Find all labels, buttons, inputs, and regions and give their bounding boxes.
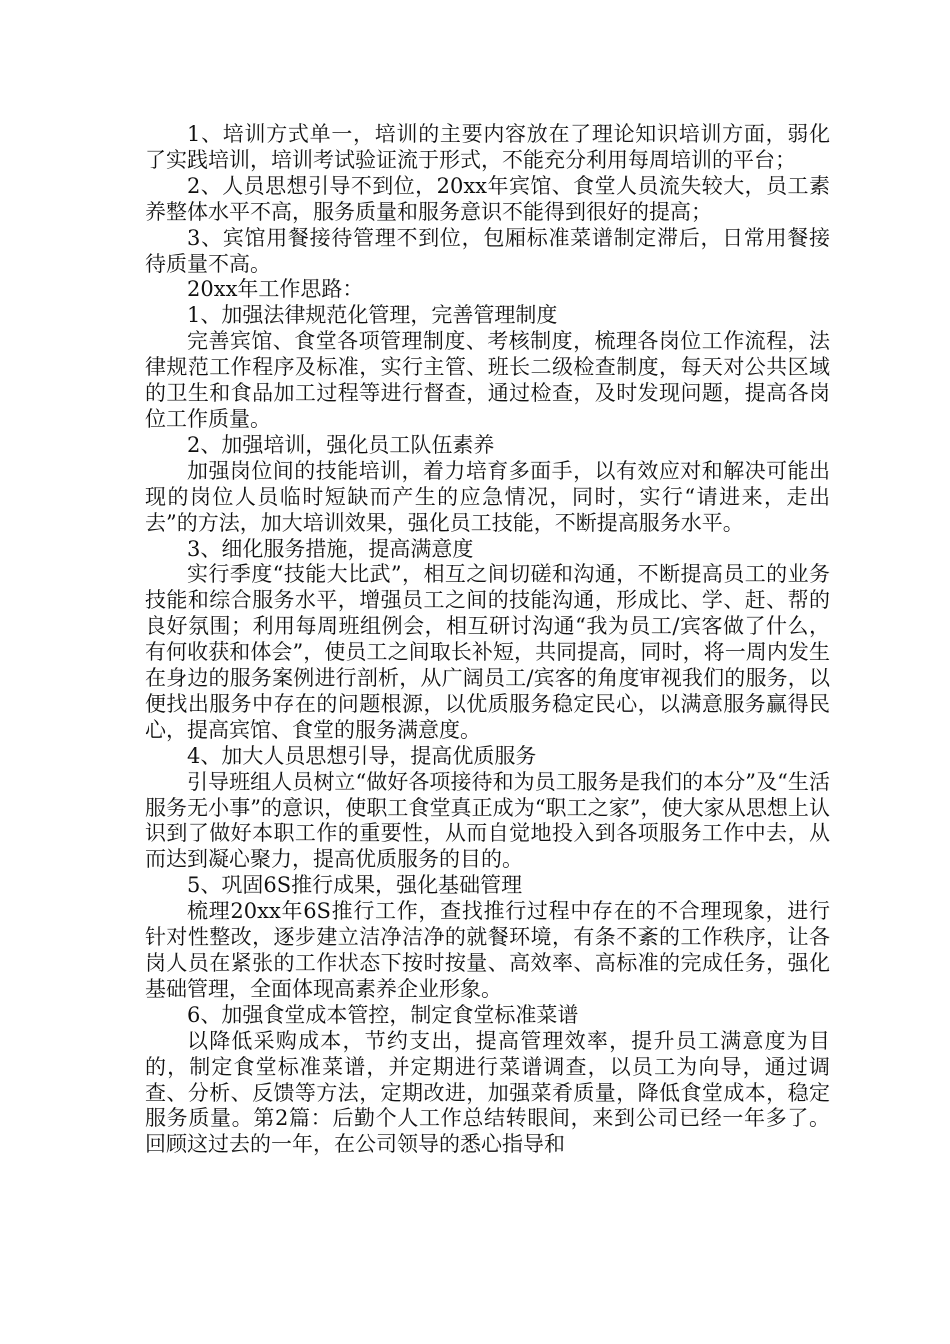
paragraph-item-3: 实行季度“技能大比武”，相互之间切磋和沟通，不断提高员工的业务技能和综合服务水平，增强员工之间的技能沟通，形成比、学、赶、帮的良好氛围；利用每周班组例会，相互研讨沟通“我为员工/宾客做了什么，有何收获和体会”，使员工之间取长补短，共同提高，同时，将一周内发生在身边的服务案例进行剖析，从广阔员工/宾客的角度审视我们的服务，以便找出服务中存在的问题根源，以优质服务稳定民心，以满意服务赢得民心，提高宾馆、食堂的服务满意度。 bbox=[145, 562, 830, 742]
heading-item-2: 2、加强培训，强化员工队伍素养 bbox=[187, 432, 495, 457]
document-body bbox=[145, 122, 830, 1158]
heading-item-1: 1、加强法律规范化管理，完善管理制度 bbox=[187, 303, 558, 328]
paragraph-problem-2: 2、人员思想引导不到位，20xx年宾馆、食堂人员流失较大，员工素养整体水平不高，服务质量和服务意识不能得到很好的提高； bbox=[145, 173, 830, 224]
paragraph-item-5: 梳理20xx年6S推行工作，查找推行过程中存在的不合理现象，进行针对性整改，逐步建立洁净洁净的就餐环境，有条不紊的工作秩序，让各岗人员在紧张的工作状态下按时按量、高效率、高标准的完成任务，强化基础管理，全面体现高素养企业形象。 bbox=[145, 899, 830, 1001]
paragraph-problem-3: 3、宾馆用餐接待管理不到位，包厢标准菜谱制定滞后，日常用餐接待质量不高。 bbox=[145, 225, 830, 276]
paragraph-problem-1: 1、培训方式单一，培训的主要内容放在了理论知识培训方面，弱化了实践培训，培训考试验证流于形式，不能充分利用每周培训的平台； bbox=[145, 122, 830, 172]
heading-item-6: 6、加强食堂成本管控，制定食堂标准菜谱 bbox=[187, 1002, 579, 1027]
heading-item-3: 3、细化服务措施，提高满意度 bbox=[187, 536, 474, 561]
section-heading-work-plan: 20xx年工作思路： bbox=[187, 277, 364, 302]
paragraph-item-4: 引导班组人员树立“做好各项接待和为员工服务是我们的本分”及“生活服务无小事”的意识，使职工食堂真正成为“职工之家”，使大家从思想上认识到了做好本职工作的重要性，从而自觉地投入到各项服务工作中去，从而达到凝心聚力，提高优质服务的目的。 bbox=[145, 769, 830, 872]
paragraph-item-1: 完善宾馆、食堂各项管理制度、考核制度，梳理各岗位工作流程，法律规范工作程序及标准，实行主管、班长二级检查制度，每天对公共区域的卫生和食品加工过程等进行督查，通过检查，及时发现问题，提高各岗位工作质量。 bbox=[145, 329, 830, 431]
paragraph-item-2: 加强岗位间的技能培训，着力培育多面手，以有效应对和解决可能出现的岗位人员临时短缺而产生的应急情况，同时，实行“请进来，走出去”的方法，加大培训效果，强化员工技能，不断提高服务水平。 bbox=[145, 458, 830, 535]
paragraph-item-6: 以降低采购成本，节约支出，提高管理效率，提升员工满意度为目的，制定食堂标准菜谱，并定期进行菜谱调查，以员工为向导，通过调查、分析、反馈等方法，定期改进，加强菜肴质量，降低食堂成本，稳定服务质量。第2篇：后勤个人工作总结转眼间，来到公司已经一年多了。回顾这过去的一年，在公司领导的悉心指导和 bbox=[145, 1028, 830, 1157]
heading-item-4: 4、加大人员思想引导，提高优质服务 bbox=[187, 743, 537, 768]
heading-item-5: 5、巩固6S推行成果，强化基础管理 bbox=[187, 873, 523, 898]
